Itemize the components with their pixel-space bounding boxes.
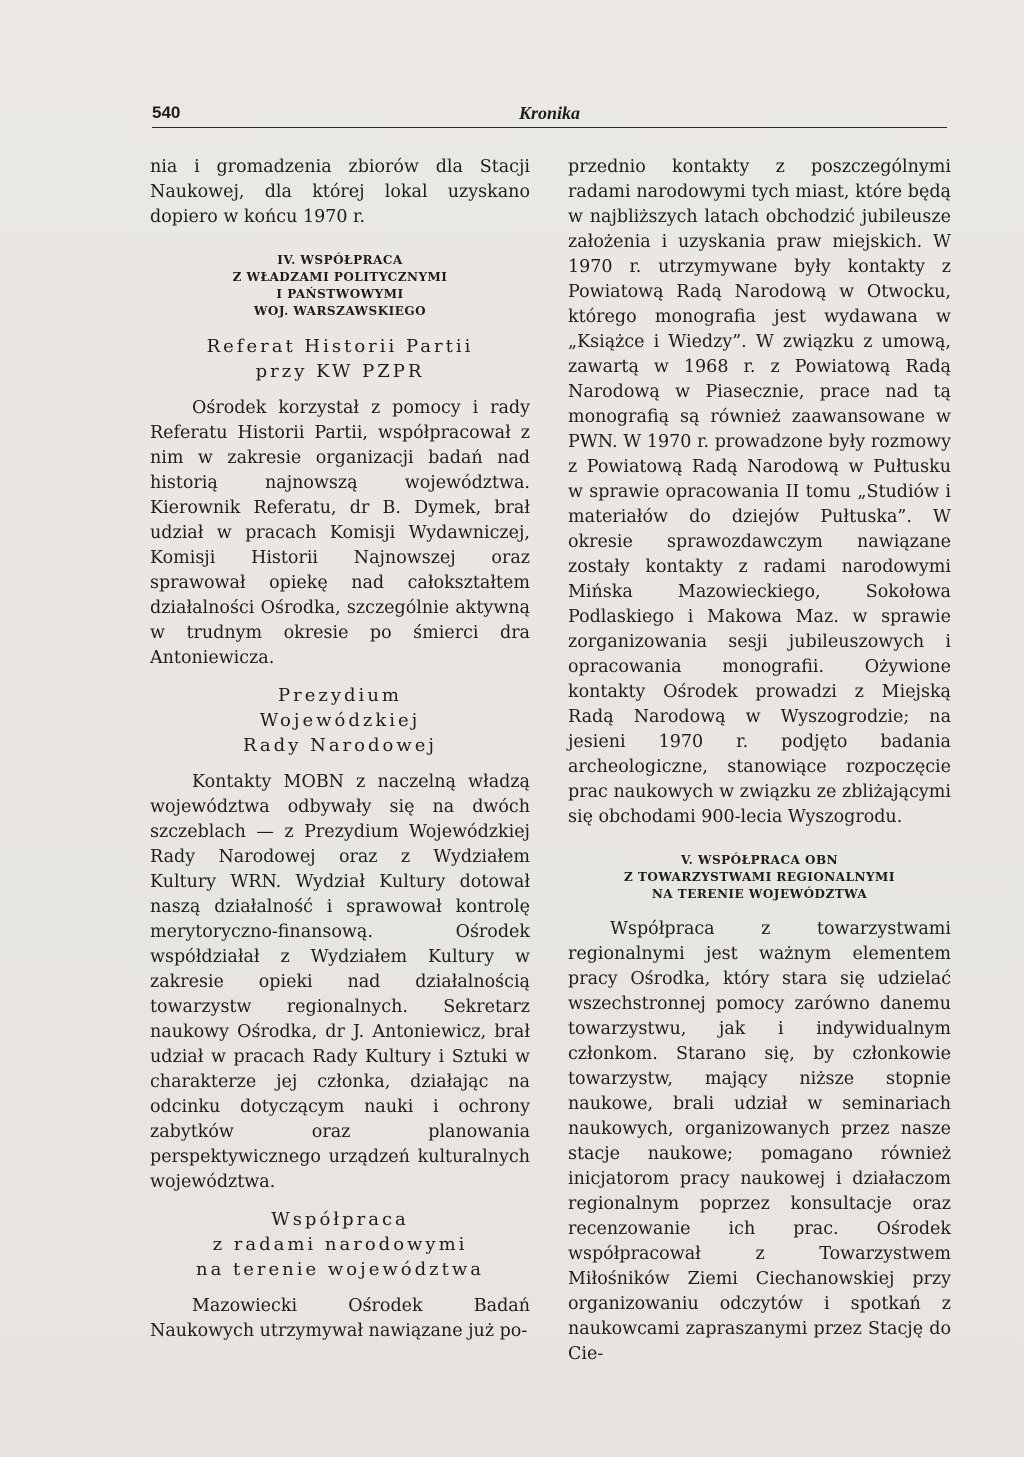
heading-line: WOJ. WARSZAWSKIEGO (253, 304, 427, 318)
page-number: 540 (152, 103, 181, 122)
paragraph: Mazowiecki Ośrodek Badań Naukowych utrzymywał nawiązane już po- (150, 1296, 530, 1341)
running-title: Kronika (518, 103, 581, 123)
section-heading-iv (150, 252, 530, 320)
heading-line: I PAŃSTWOWYMI (276, 287, 404, 301)
subheading-wspolpraca (150, 1207, 530, 1282)
heading-line: Z TOWARZYSTWAMI REGIONALNYMI (624, 870, 895, 884)
subheading-line: Referat Historii Partii (206, 336, 474, 357)
subheading-line: na terenie województwa (195, 1259, 484, 1280)
subheading-line: Rady Narodowej (242, 735, 438, 756)
subheading-line: Współpraca (271, 1209, 409, 1230)
heading-line: Z WŁADZAMI POLITYCZNYMI (232, 270, 448, 284)
right-column (568, 155, 951, 1373)
subheading-line: przy KW PZPR (255, 361, 425, 382)
header-rule (152, 127, 947, 128)
subheading-prezydium (150, 683, 530, 758)
subheading-referat (150, 334, 530, 384)
heading-line: IV. WSPÓŁPRACA (277, 253, 403, 267)
paragraph: Ośrodek korzystał z pomocy i rady Referatu Historii Partii, współpracował z nim w zakresie organizacji badań nad historią najnowszą województwa. Kierownik Referatu, dr B. Dymek, brał udział w pracach Komisji Wydawniczej, Komisji Historii Najnowszej oraz sprawował opiekę nad całokształtem działalności Ośrodka, szczególnie aktywną w trudnym okresie po śmierci dra Antoniewicza. (150, 398, 530, 668)
paragraph: przednio kontakty z poszczególnymi radami narodowymi tych miast, które będą w najbliższych latach obchodzić jubileusze założenia i uzyskania praw miejskich. W 1970 r. utrzymywane były kontakty z Powiatową Radą Narodową w Otwocku, którego monografia jest wydawana w „Książce i Wiedzy”. W związku z umową, zawartą w 1968 r. z Powiatową Radą Narodową w Piasecznie, prace nad tą monografią są również zaawansowane w PWN. W 1970 r. prowadzone były rozmowy z Powiatową Radą Narodową w Pułtusku w sprawie opracowania II tomu „Studiów i materiałów do dziejów Pułtuska”. W okresie sprawozdawczym nawiązane zostały kontakty z radami narodowymi Mińska Mazowieckiego, Sokołowa Podlaskiego i Makowa Maz. w sprawie zorganizowania sesji jubileuszowych i opracowania monografii. Ożywione kontakty Ośrodek prowadzi z Miejską Radą Narodową w Wyszogrodzie; na jesieni 1970 r. podjęto badania archeologiczne, stanowiące rozpoczęcie prac naukowych w związku ze zbliżającymi się obchodami 900-lecia Wyszogrodu. (568, 157, 951, 827)
heading-line: V. WSPÓŁPRACA OBN (680, 853, 839, 867)
subheading-line: Prezydium (278, 685, 402, 706)
left-column (150, 155, 530, 1350)
running-header (152, 103, 947, 129)
paragraph: nia i gromadzenia zbiorów dla Stacji Naukowej, dla której lokal uzyskano dopiero w końcu 1970 r. (150, 157, 530, 227)
paragraph: Kontakty MOBN z naczelną władzą województwa odbywały się na dwóch szczeblach — z Prezydium Wojewódzkiej Rady Narodowej oraz z Wydziałem Kultury WRN. Wydział Kultury dotował naszą działalność i sprawował kontrolę merytoryczno-finansową. Ośrodek współdziałał z Wydziałem Kultury w zakresie opieki nad działalnością towarzystw regionalnych. Sekretarz naukowy Ośrodka, dr J. Antoniewicz, brał udział w pracach Rady Kultury i Sztuki w charakterze jej członka, działając na odcinku dotyczącym nauki i ochrony zabytków oraz planowania perspektywicznego urządzeń kulturalnych województwa. (150, 772, 530, 1192)
section-heading-v (568, 852, 951, 903)
subheading-line: Wojewódzkiej (259, 710, 421, 731)
heading-line: NA TERENIE WOJEWÓDZTWA (651, 887, 868, 901)
subheading-line: z radami narodowymi (212, 1234, 468, 1255)
paragraph: Współpraca z towarzystwami regionalnymi jest ważnym elementem pracy Ośrodka, który stara się udzielać wszechstronnej pomocy zarówno danemu towarzystwu, jak i indywidualnym członkom. Starano się, by członkowie towarzystw, mający niższe stopnie naukowe, brali udział w seminariach naukowych, organizowanych przez nasze stacje naukowe; pomagano również inicjatorom pracy naukowej i działaczom regionalnym poprzez konsultacje oraz recenzowanie ich prac. Ośrodek współpracował z Towarzystwem Miłośników Ziemi Ciechanowskiej przy organizowaniu odczytów i spotkań z naukowcami zapraszanymi przez Stację do Cie- (568, 919, 951, 1364)
